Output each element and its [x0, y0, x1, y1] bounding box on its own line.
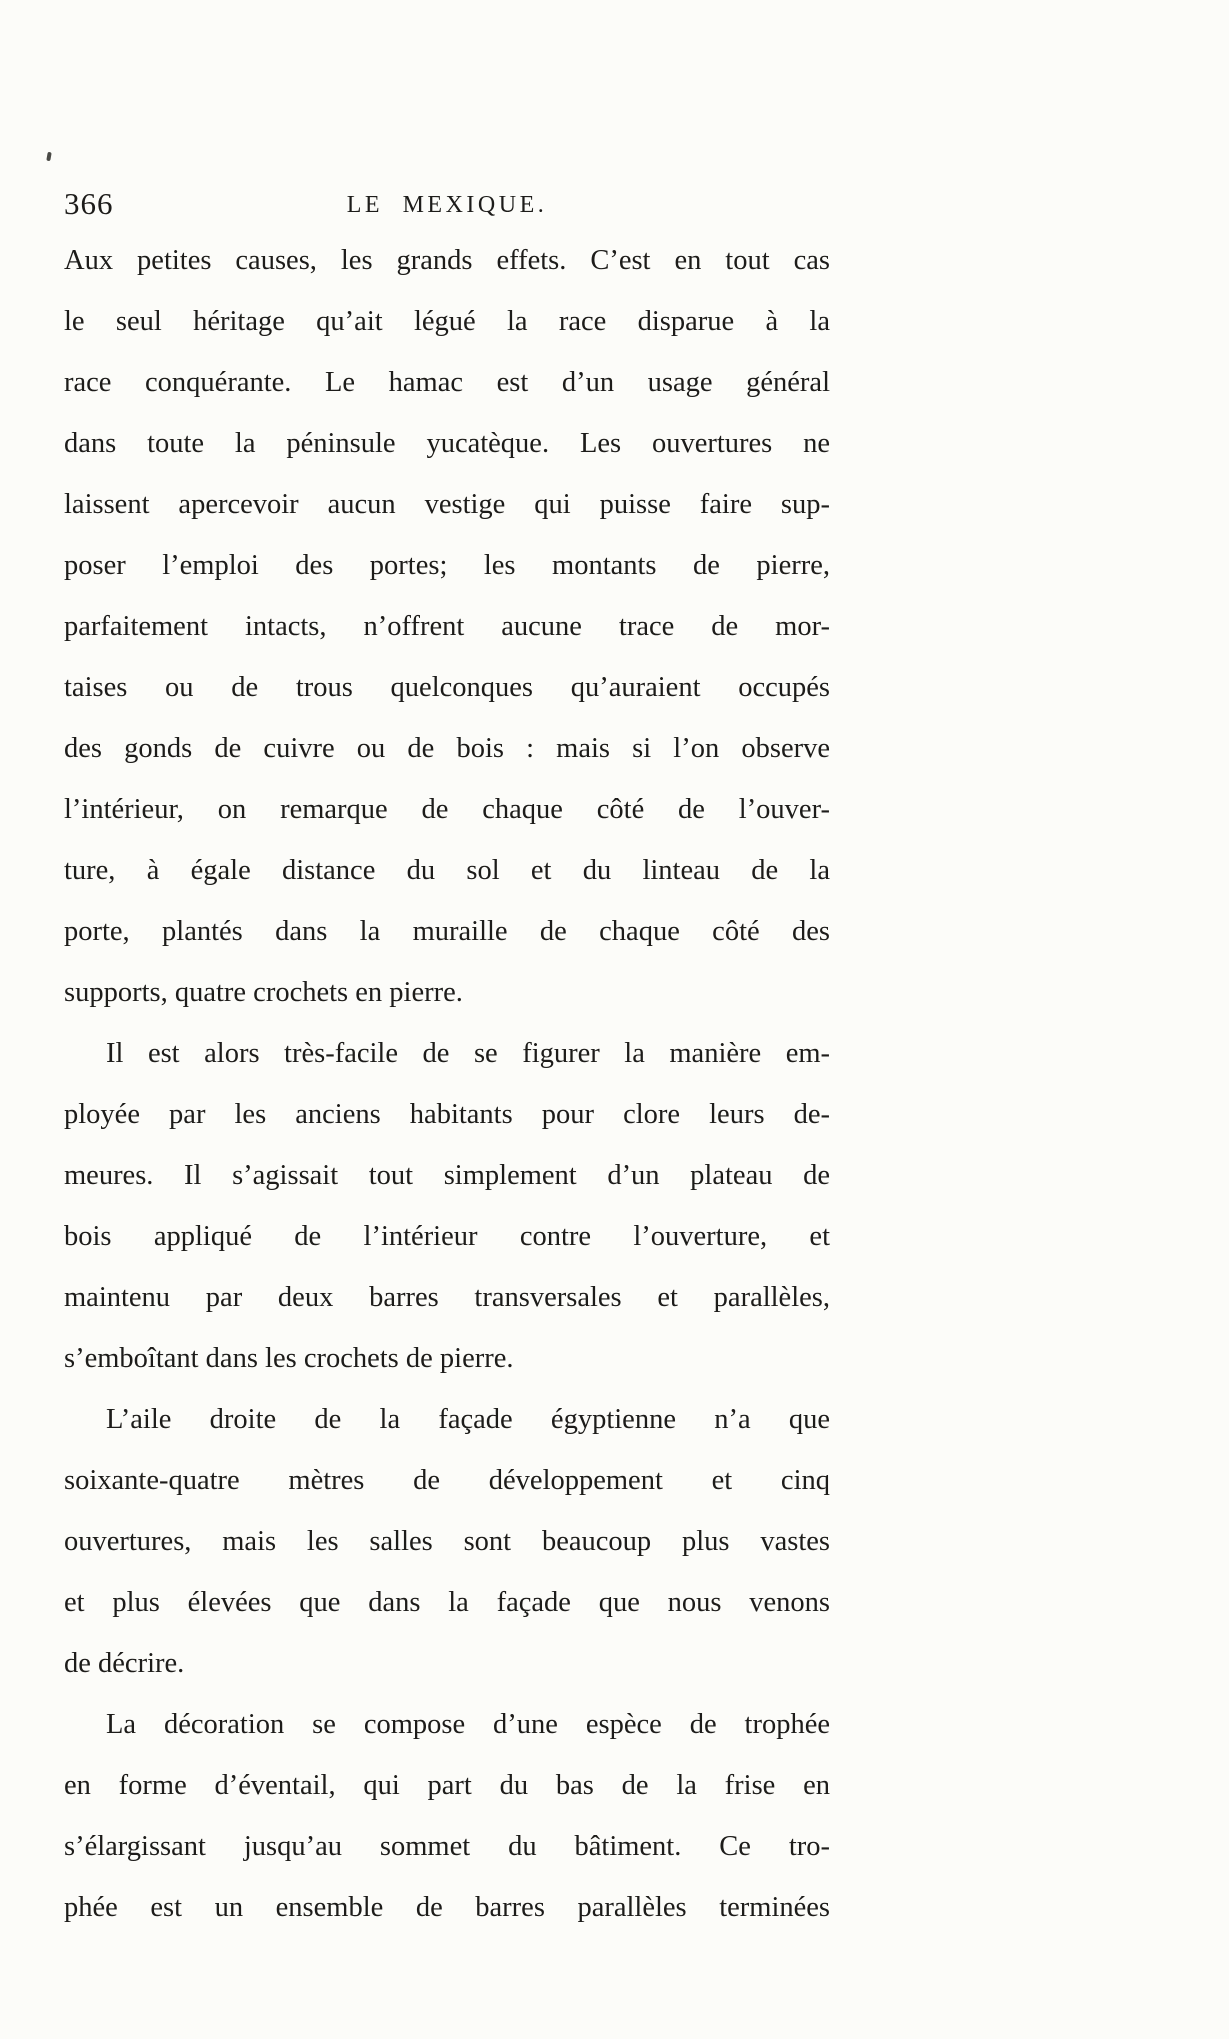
text-line: phée est un ensemble de barres parallèles terminées — [64, 1892, 830, 1923]
page-number: 366 — [64, 186, 114, 221]
text-line: ployée par les anciens habitants pour clore leurs de- — [64, 1099, 830, 1130]
text-line: le seul héritage qu’ait légué la race disparue à la — [64, 306, 830, 337]
text-line: Aux petites causes, les grands effets. C’est en tout cas — [64, 245, 830, 276]
text-line: poser l’emploi des portes; les montants de pierre, — [64, 550, 830, 581]
text-line: L’aile droite de la façade égyptienne n’a que — [106, 1404, 830, 1435]
text-line: La décoration se compose d’une espèce de trophée — [106, 1709, 830, 1740]
text-line: ture, à égale distance du sol et du linteau de la — [64, 855, 830, 886]
text-line: ouvertures, mais les salles sont beaucoup plus vastes — [64, 1526, 830, 1557]
text-line: porte, plantés dans la muraille de chaque côté des — [64, 916, 830, 947]
text-line: de décrire. — [64, 1648, 185, 1679]
text-line: laissent apercevoir aucun vestige qui puisse faire sup- — [64, 489, 830, 520]
text-line: bois appliqué de l’intérieur contre l’ouverture, et — [64, 1221, 830, 1252]
body-text — [64, 230, 830, 1938]
text-line: parfaitement intacts, n’offrent aucune trace de mor- — [64, 611, 830, 642]
page-header — [64, 176, 830, 222]
text-line: Il est alors très-facile de se figurer la manière em- — [106, 1038, 830, 1069]
text-line: taises ou de trous quelconques qu’auraient occupés — [64, 672, 830, 703]
text-line: et plus élevées que dans la façade que nous venons — [64, 1587, 830, 1618]
scan-artifact — [46, 152, 52, 162]
text-line: en forme d’éventail, qui part du bas de la frise en — [64, 1770, 830, 1801]
text-line: l’intérieur, on remarque de chaque côté de l’ouver- — [64, 794, 830, 825]
text-line: s’emboîtant dans les crochets de pierre. — [64, 1343, 514, 1374]
text-line: supports, quatre crochets en pierre. — [64, 977, 463, 1008]
text-line: soixante-quatre mètres de développement et cinq — [64, 1465, 830, 1496]
running-title: LE MEXIQUE. — [346, 192, 548, 218]
text-line: meures. Il s’agissait tout simplement d’un plateau de — [64, 1160, 830, 1191]
text-line: s’élargissant jusqu’au sommet du bâtiment. Ce tro- — [64, 1831, 830, 1862]
text-line: race conquérante. Le hamac est d’un usage général — [64, 367, 830, 398]
text-line: maintenu par deux barres transversales et parallèles, — [64, 1282, 830, 1313]
text-line: des gonds de cuivre ou de bois : mais si l’on observe — [64, 733, 830, 764]
text-line: dans toute la péninsule yucatèque. Les ouvertures ne — [64, 428, 830, 459]
